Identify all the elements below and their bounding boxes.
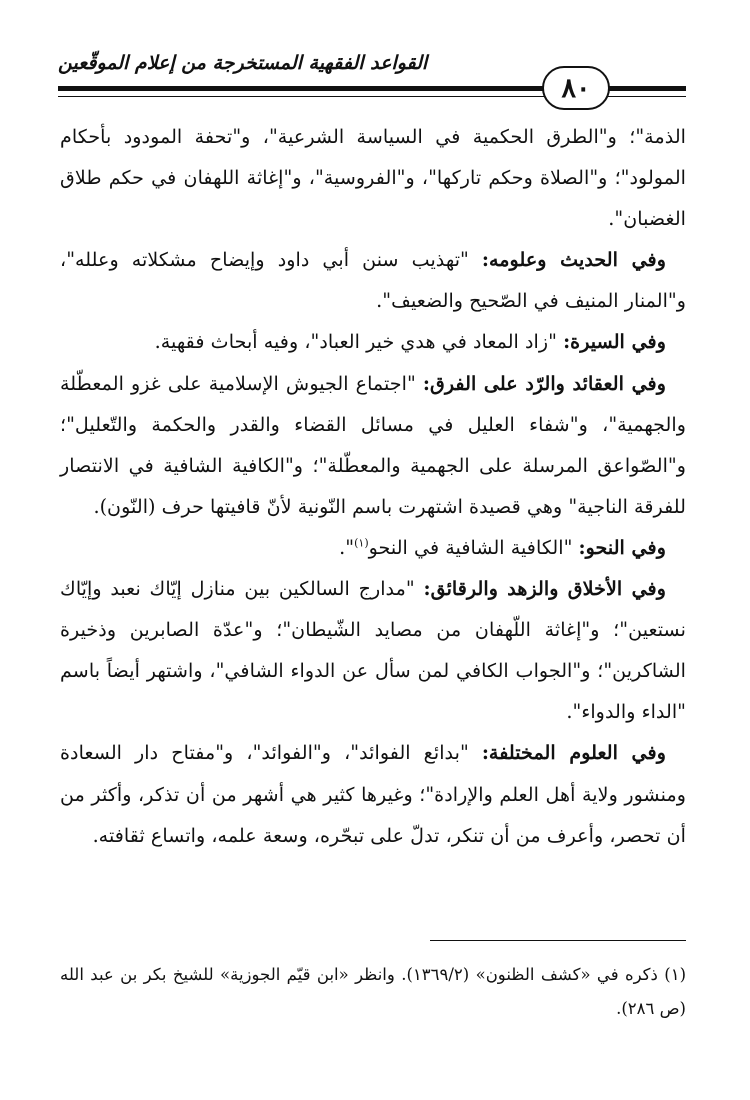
running-header-title: القواعد الفقهية المستخرجة من إعلام الموقّعين <box>58 52 428 74</box>
footnote-marker: (١) <box>354 536 369 550</box>
text-akhlaq: "مدارج السالكين بين منازل إيّاك نعبد وإيّاك نستعين"؛ و"إغاثة اللّهفان من مصايد الشّيطان"؛ و"عدّة الصابرين وذخيرة الشاكرين"؛ و"الجواب الكافي لمن سأل عن الدواء الشافي"، واشتهر أيضاً باسم "الداء والدواء". <box>60 577 686 724</box>
lead-hadith: وفي الحديث وعلومه: <box>481 248 667 272</box>
lead-sira: وفي السيرة: <box>563 330 666 354</box>
paragraph-1: الذمة"؛ و"الطرق الحكمية في السياسة الشرعية"، و"تحفة المودود بأحكام المولود"؛ و"الصلاة وحكم تاركها"، و"الفروسية"، و"إغاثة اللهفان في حكم طلاق الغضبان". <box>60 125 686 231</box>
footnote-separator <box>430 940 686 941</box>
text-aqaid: "اجتماع الجيوش الإسلامية على غزو المعطّلة والجهمية"، و"شفاء العليل في مسائل القضاء والقدر والحكمة والتّعليل"؛ و"الصّواعق المرسلة على الجهمية والمعطّلة"؛ و"الكافية الشافية في الانتصار للفرقة الناجية" وهي قصيدة اشتهرت باسم النّونية لأنّ قافيتها حرف (النّون). <box>60 371 686 518</box>
text-hadith: "تهذيب سنن أبي داود وإيضاح مشكلاته وعلله"، و"المنار المنيف في الصّحيح والضعيف". <box>60 248 686 313</box>
paragraph-aqaid <box>60 363 686 527</box>
paragraph-sira <box>60 321 686 362</box>
paragraph-akhlaq <box>60 568 686 732</box>
footnote-text: (١) ذكره في «كشف الظنون» (١٣٦٩/٢). وانظر «ابن قيّم الجوزية» للشيخ بكر بن عبد الله (ص ٢٨٦). <box>60 965 687 1018</box>
paragraph-ulum <box>60 732 686 855</box>
text-ulum: "بدائع الفوائد"، و"الفوائد"، و"مفتاح دار السعادة ومنشور ولاية أهل العلم والإرادة"؛ وغيرها كثير هي أشهر من أن تذكر، وأكثر من أن تحصر، وأعرف من أن تنكر، تدلّ على تبحّره، وسعة علمه، واتساع ثقافته. <box>60 741 686 847</box>
text-nahw: "الكافية الشافية في النحو <box>368 535 573 559</box>
paragraph-hadith <box>60 239 686 321</box>
lead-akhlaq: وفي الأخلاق والزهد والرقائق: <box>423 577 666 601</box>
text-nahw-end: ". <box>339 535 355 559</box>
main-text <box>60 116 686 856</box>
footnote <box>60 958 686 1026</box>
lead-aqaid: وفي العقائد والرّد على الفرق: <box>422 371 666 395</box>
page-number: ٨٠ <box>542 66 610 110</box>
lead-nahw: وفي النحو: <box>578 535 666 559</box>
lead-ulum: وفي العلوم المختلفة: <box>481 741 666 765</box>
text-sira: "زاد المعاد في هدي خير العباد"، وفيه أبحاث فقهية. <box>154 330 557 354</box>
paragraph-nahw <box>60 527 686 568</box>
